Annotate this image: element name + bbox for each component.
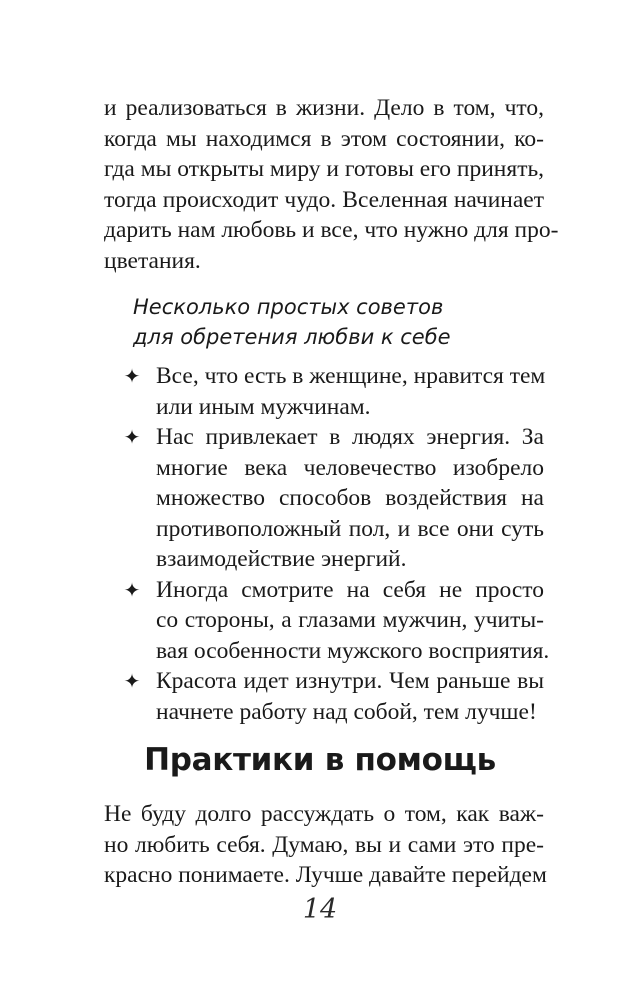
tip-line: Красота идет изнутри. Чем раньше вы — [156, 668, 544, 694]
tip-line: многие века человечество изобрело — [156, 454, 544, 481]
section-heading: Практики в помощь — [144, 742, 496, 778]
tip-line: вая особенности мужского восприятия. — [156, 637, 550, 664]
star-bullet-icon: ✦ — [123, 669, 141, 693]
tips-title — [133, 292, 553, 352]
text-line: но любить себя. Думаю, вы и сами это пре- — [104, 831, 544, 858]
tip-line: взаимодействие энергий. — [156, 546, 407, 572]
tip-line: или иным мужчинам. — [156, 393, 371, 420]
tips-list — [104, 361, 550, 727]
tips-title-line: для обретения любви к себе — [133, 325, 451, 349]
text-line: гда мы открыты миру и готовы его принять, — [104, 156, 545, 182]
tip-item — [104, 422, 544, 575]
page-number: 14 — [302, 894, 338, 925]
text-line: Не буду долго рассуждать о том, как важ- — [104, 801, 544, 827]
tip-line: со стороны, а глазами мужчин, учиты- — [156, 607, 544, 633]
tip-line: начнете работу над собой, тем лучше! — [156, 698, 537, 725]
tip-line: Нас привлекает в людях энергия. За — [156, 424, 544, 450]
tip-line: Все, что есть в женщине, нравится тем — [156, 363, 546, 389]
tip-item — [104, 361, 544, 422]
star-bullet-icon: ✦ — [123, 577, 141, 602]
intro-paragraph — [104, 93, 559, 276]
tip-line: Иногда смотрите на себя не просто — [156, 576, 544, 603]
star-bullet-icon: ✦ — [123, 425, 141, 449]
tip-line: противоположный пол, и все они суть — [156, 515, 544, 542]
text-line: дарить нам любовь и все, что нужно для про- — [104, 217, 559, 243]
text-line: цветания. — [104, 247, 201, 274]
text-line: тогда происходит чудо. Вселенная начинает — [104, 186, 544, 213]
section-paragraph — [104, 799, 547, 891]
tip-item — [104, 575, 550, 667]
text-line: и реализоваться в жизни. Дело в том, что, — [104, 95, 544, 121]
text-line: когда мы находимся в этом состоянии, ко- — [104, 125, 544, 152]
tips-title-line: Несколько простых советов — [133, 295, 444, 319]
tip-line: множество способов воздействия на — [156, 485, 544, 511]
star-bullet-icon: ✦ — [123, 364, 141, 388]
tip-item — [104, 666, 544, 727]
text-line: красно понимаете. Лучше давайте перейдем — [104, 862, 547, 888]
